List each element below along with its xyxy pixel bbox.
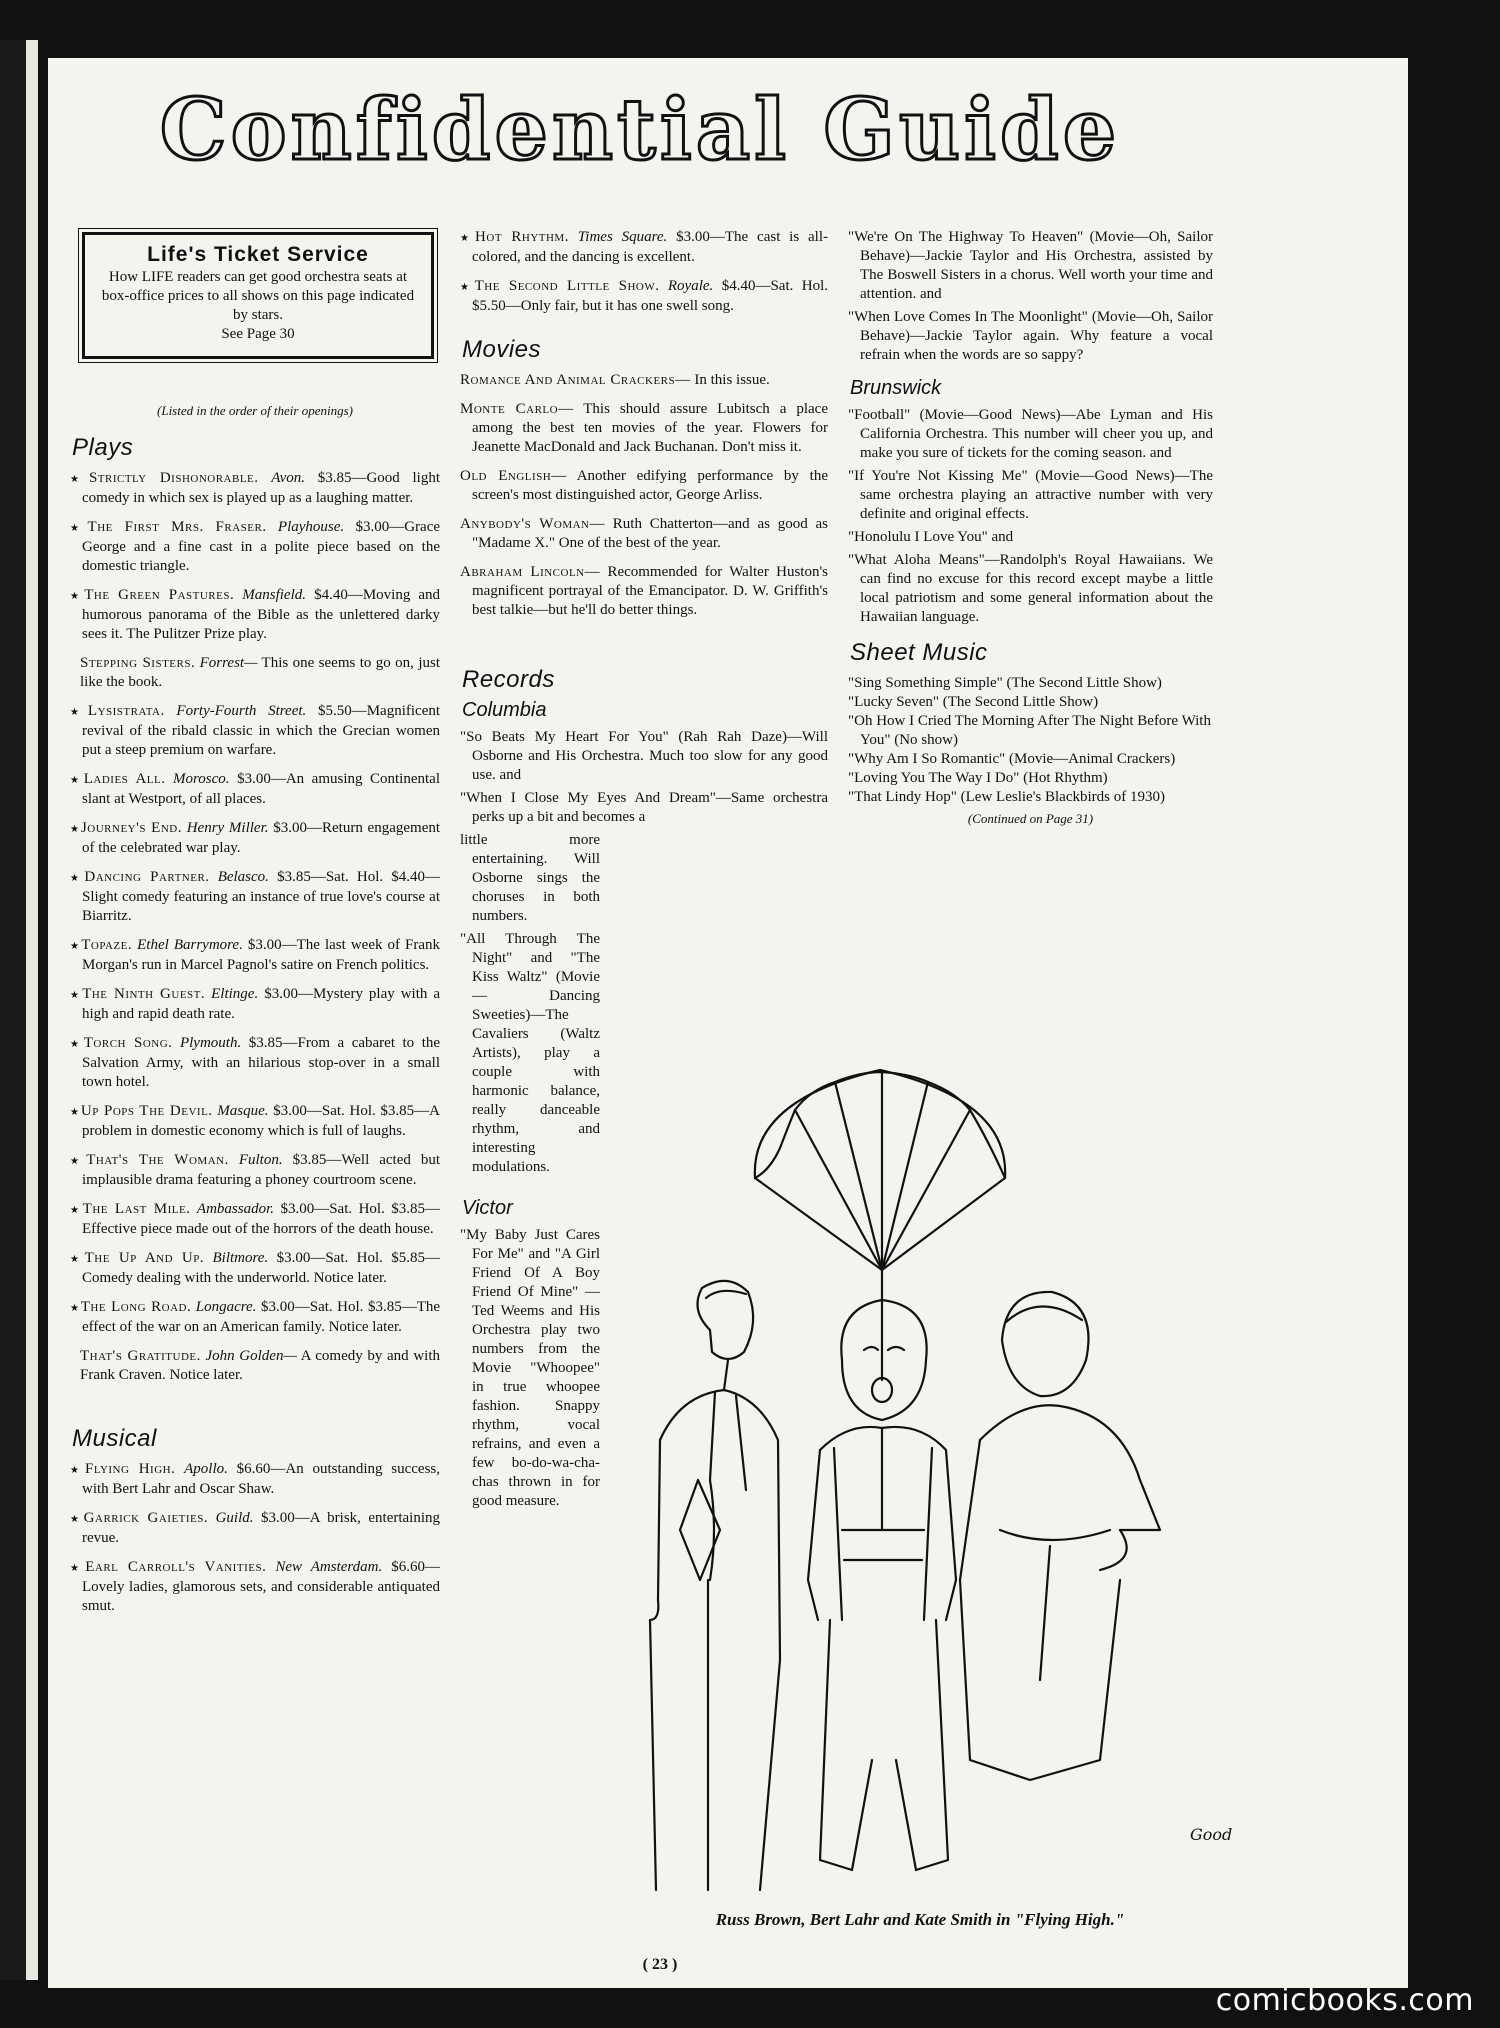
record-entry: little more entertaining. Will Osborne sings the choruses in both numbers. (460, 832, 600, 924)
movies-heading: Movies (462, 336, 542, 363)
records-heading: Records (462, 666, 555, 693)
play-entry-name: Lysistrata. (87, 703, 165, 719)
record-entry: "My Baby Just Cares For Me" and "A Girl Friend Of A Boy Friend Of Mine" — Ted Weems and His Orchestra play two numbers from the Movie "Whoopee" in true whoopee fashion. Snappy rhythm, vocal refrains, and even a few bo-do-wa-cha-chas thrown in for good measure. (460, 1227, 600, 1509)
play-entry-name: That's The Woman. (86, 1152, 229, 1168)
ticket-service-see-page: See Page 30 (221, 326, 295, 342)
play-entry-text: A comedy by and with Frank Craven. Notice later. (80, 1348, 440, 1383)
play-entry-text: $4.40—Moving and humorous panorama of the Bible as the unlettered darky sees it. The Pulitzer Prize play. (82, 587, 441, 642)
musical-entry-theatre: Times Square. (577, 229, 668, 245)
musical-list (70, 1460, 440, 1616)
page-title: Confidential Guide (159, 80, 1121, 179)
brunswick-heading: Brunswick (850, 377, 942, 399)
play-entry (70, 868, 440, 926)
play-entry-theatre: Masque. (217, 1103, 269, 1119)
play-entry-theatre: Belasco. (217, 869, 269, 885)
play-entry-theatre: Forrest— (199, 655, 258, 671)
play-entry-theatre: Playhouse. (277, 519, 345, 535)
play-entry-name: Journey's End. (80, 820, 182, 836)
play-entry (70, 819, 440, 858)
musical-entry-name: Flying High. (84, 1461, 176, 1477)
movies-list (460, 371, 828, 620)
record-entry: "Football" (Movie—Good News)—Abe Lyman and His California Orchestra. This number will cheer you up, and make you sure of tickets for the coming season. and (848, 407, 1213, 461)
movie-entry (460, 563, 828, 620)
play-entry-text: $3.00—Sat. Hol. $3.85—Effective piece made out of the horrors of the death house. (82, 1201, 441, 1237)
umbrella-drawing (755, 1070, 1005, 1380)
sheet-music-entry: "Oh How I Cried The Morning After The Night Before With You" (No show) (848, 713, 1211, 748)
play-entry (70, 1102, 440, 1141)
movie-entry-text: In this issue. (694, 372, 770, 388)
watermark: comicbooks.com (1215, 1983, 1474, 2018)
play-entry-text: $3.00—The last week of Frank Morgan's run in Marcel Pagnol's satire on French politics. (82, 937, 441, 973)
play-entry-name: The Green Pastures. (84, 587, 235, 603)
play-entry-theatre: John Golden— (205, 1348, 297, 1364)
column-right (848, 228, 1213, 828)
brunswick-list (848, 406, 1213, 627)
record-entry: "What Aloha Means"—Randolph's Royal Hawaiians. We can find no excuse for this record except maybe a little local patriotism and some general information about the Hawaiian language. (848, 552, 1213, 625)
play-entry-theatre: Plymouth. (179, 1035, 242, 1051)
play-entry-name: Up Pops The Devil. (80, 1103, 213, 1119)
record-entry: "We're On The Highway To Heaven" (Movie—Oh, Sailor Behave)—Jackie Taylor and His Orchestra, assisted by The Boswell Sisters in a chorus. Well worth your time and attention. and (848, 229, 1213, 302)
movie-entry-text: Ruth Chatterton—and as good as "Madame X." One of the best of the year. (472, 516, 828, 551)
musical-entry-name: Garrick Gaieties. (83, 1510, 209, 1526)
movie-entry-text: This should assure Lubitsch a place among the best ten movies of the year. Flowers for Jeanette MacDonald and Jack Buchanan. Don't miss it. (472, 401, 828, 455)
play-entry (70, 936, 440, 975)
musical-entry-name: Hot Rhythm. (475, 229, 569, 245)
play-entry-text: $3.85—Well acted but implausible drama featuring a phoney courtroom scene. (82, 1152, 441, 1188)
caricature-illustration (620, 1060, 1240, 1900)
columbia-heading: Columbia (462, 699, 547, 721)
musical-entry-text: $3.00—The cast is all-colored, and the dancing is excellent. (472, 229, 828, 265)
victor-list-continued (848, 228, 1213, 365)
play-entry (70, 1034, 440, 1092)
sheet-music-heading: Sheet Music (850, 639, 988, 666)
play-entry (70, 1249, 440, 1288)
musical-entry-theatre: Royale. (667, 278, 714, 294)
play-entry (70, 1347, 440, 1385)
musical-entry-theatre: Apollo. (184, 1461, 228, 1477)
record-entry: "If You're Not Kissing Me" (Movie—Good News)—The same orchestra playing an attractive number with very definite and original effects. (848, 468, 1213, 522)
play-entry (70, 1298, 440, 1337)
ticket-service-body: How LIFE readers can get good orchestra seats at box-office prices to all shows on this page indicated by stars. (101, 269, 415, 323)
play-entry (70, 1151, 440, 1190)
record-entry: "Honolulu I Love You" and (848, 529, 1014, 545)
play-entry-theatre: Fulton. (238, 1152, 283, 1168)
musical-heading: Musical (72, 1425, 157, 1452)
play-entry (70, 654, 440, 692)
movie-entry (460, 400, 828, 457)
play-entry-text: $3.85—Good light comedy in which sex is played up as a laughing matter. (82, 470, 441, 506)
play-entry-text: $3.00—Grace George and a fine cast in a polite piece based on the domestic triangle. (82, 519, 441, 574)
play-entry-theatre: Ambassador. (196, 1201, 275, 1217)
play-entry-text: $3.00—Sat. Hol. $3.85—A problem in domestic economy which is full of laughs. (82, 1103, 440, 1139)
musical-entry-name: The Second Little Show. (474, 278, 660, 294)
record-entry: "When I Close My Eyes And Dream"—Same orchestra perks up a bit and becomes a (460, 790, 828, 825)
musical-entry-text: $6.60—An outstanding success, with Bert Lahr and Oscar Shaw. (82, 1461, 441, 1497)
page-number: ( 23 ) (642, 1956, 678, 1973)
play-entry-text: $3.00—Sat. Hol. $3.85—The effect of the war on an American family. Notice later. (82, 1299, 441, 1335)
sheet-music-entry: "That Lindy Hop" (Lew Leslie's Blackbirds of 1930) (848, 789, 1165, 805)
play-entry-theatre: Mansfield. (242, 587, 307, 603)
musical-entry-theatre: Guild. (215, 1510, 254, 1526)
movie-entry-name: Romance And Animal Crackers— (460, 372, 691, 388)
play-entry-theatre: Henry Miller. (186, 820, 269, 836)
movie-entry-text: Another edifying performance by the screen's most distinguished actor, George Arliss. (472, 468, 828, 503)
play-entry-text: $5.50—Magnificent revival of the ribald classic in which the Grecian women put a steep premium on warfare. (82, 703, 441, 758)
play-entry-name: Strictly Dishonorable. (88, 470, 259, 486)
sheet-music-entry: "Loving You The Way I Do" (Hot Rhythm) (848, 770, 1108, 786)
play-entry-name: Torch Song. (83, 1035, 173, 1051)
musical-entry-name: Earl Carroll's Vanities. (85, 1559, 267, 1575)
movie-entry-text: Recommended for Walter Huston's magnificent portrayal of the Emancipator. D. W. Griffith's best talkie—but he'll do better things. (472, 564, 828, 618)
plays-heading: Plays (72, 434, 134, 461)
play-entry-theatre: Avon. (271, 470, 305, 486)
musical-entry-text: $4.40—Sat. Hol. $5.50—Only fair, but it has one swell song. (472, 278, 829, 314)
play-entry-name: Topaze. (81, 937, 133, 953)
record-entry: "So Beats My Heart For You" (Rah Rah Daze)—Will Osborne and His Orchestra. Much too slow for any good use. and (460, 729, 828, 783)
play-entry-text: $3.00—Return engagement of the celebrated war play. (82, 820, 441, 856)
play-entry (70, 702, 440, 760)
movie-entry-name: Old English— (460, 468, 567, 484)
play-entry-theatre: Forty-Fourth Street. (176, 703, 307, 719)
musical-entry (70, 1558, 440, 1616)
play-entry-theatre: Morosco. (173, 771, 230, 787)
play-entry-name: That's Gratitude. (80, 1348, 201, 1364)
play-entry-name: Stepping Sisters. (80, 655, 196, 671)
play-entry-name: Dancing Partner. (84, 869, 210, 885)
musical-continued-list (460, 228, 828, 316)
record-entry: "All Through The Night" and "The Kiss Waltz" (Movie — Dancing Sweeties)—The Cavaliers (Waltz Artists), play a couple with harmonic balance, really danceable rhythm, and interesting modulations. (460, 931, 600, 1175)
movie-entry (460, 467, 828, 505)
play-entry (70, 1200, 440, 1239)
play-entry (70, 985, 440, 1024)
play-entry (70, 469, 440, 508)
musical-entry-text: $6.60—Lovely ladies, glamorous sets, and considerable antiquated smut. (82, 1559, 441, 1614)
musical-entry-theatre: New Amsterdam. (275, 1559, 383, 1575)
play-entry-text: This one seems to go on, just like the book. (80, 655, 440, 690)
continued-note: (Continued on Page 31) (967, 811, 1094, 826)
sheet-music-list (848, 674, 1213, 807)
artist-signature: Good (1190, 1825, 1233, 1844)
play-entry-text: $3.85—Sat. Hol. $4.40—Slight comedy featuring an instance of true love's course at Biarritz. (82, 869, 441, 924)
sheet-music-entry: "Sing Something Simple" (The Second Little Show) (848, 675, 1162, 691)
order-note: (Listed in the order of their openings) (157, 403, 353, 418)
play-entry (70, 770, 440, 809)
play-entry-name: The Long Road. (80, 1299, 192, 1315)
ticket-service-box (82, 232, 434, 359)
play-entry-theatre: Eltinge. (211, 986, 259, 1002)
play-entry-text: $3.00—Sat. Hol. $5.85—Comedy dealing with the underworld. Notice later. (82, 1250, 441, 1286)
illustration-caption: Russ Brown, Bert Lahr and Kate Smith in "Flying High." (715, 1910, 1125, 1929)
play-entry-name: The Ninth Guest. (82, 986, 206, 1002)
sheet-music-entry: "Lucky Seven" (The Second Little Show) (848, 694, 1099, 710)
facing-page-edge (0, 40, 38, 1980)
play-entry (70, 586, 440, 644)
musical-entry (70, 1460, 440, 1499)
musical-entry (460, 277, 828, 316)
musical-entry-text: $3.00—A brisk, entertaining revue. (82, 1510, 441, 1546)
sheet-music-entry: "Why Am I So Romantic" (Movie—Animal Crackers) (848, 751, 1176, 767)
play-entry-theatre: Longacre. (195, 1299, 257, 1315)
victor-list (460, 1226, 600, 1511)
victor-heading: Victor (462, 1197, 513, 1219)
musical-entry (460, 228, 828, 267)
movie-entry (460, 515, 828, 553)
play-entry-name: Ladies All. (83, 771, 166, 787)
movie-entry-name: Monte Carlo— (460, 401, 574, 417)
play-entry (70, 518, 440, 576)
kate-smith-figure (960, 1292, 1160, 1780)
play-entry-name: The First Mrs. Fraser. (87, 519, 267, 535)
movie-entry (460, 371, 828, 390)
record-entry: "When Love Comes In The Moonlight" (Movie—Oh, Sailor Behave)—Jackie Taylor again. Why feature a vocal refrain when the words are so sappy? (848, 309, 1213, 363)
columbia-list (460, 728, 828, 827)
play-entry-text: $3.00—An amusing Continental slant at Westport, of all places. (82, 771, 440, 807)
play-entry-text: $3.85—From a cabaret to the Salvation Army, with an hilarious stop-over in a small town hotel. (82, 1035, 441, 1090)
bert-lahr-figure (808, 1300, 956, 1870)
ticket-service-heading: Life's Ticket Service (147, 243, 369, 266)
play-entry-name: The Last Mile. (82, 1201, 191, 1217)
movie-entry-name: Anybody's Woman— (460, 516, 605, 532)
movie-entry-name: Abraham Lincoln— (460, 564, 601, 580)
russ-brown-figure (650, 1281, 780, 1890)
column-left (70, 220, 440, 1626)
play-entry-text: $3.00—Mystery play with a high and rapid death rate. (82, 986, 441, 1022)
musical-entry (70, 1509, 440, 1548)
play-entry-theatre: Biltmore. (212, 1250, 269, 1266)
columbia-list-narrow (460, 831, 600, 1177)
play-entry-theatre: Ethel Barrymore. (137, 937, 243, 953)
play-entry-name: The Up And Up. (84, 1250, 205, 1266)
plays-list (70, 469, 440, 1385)
